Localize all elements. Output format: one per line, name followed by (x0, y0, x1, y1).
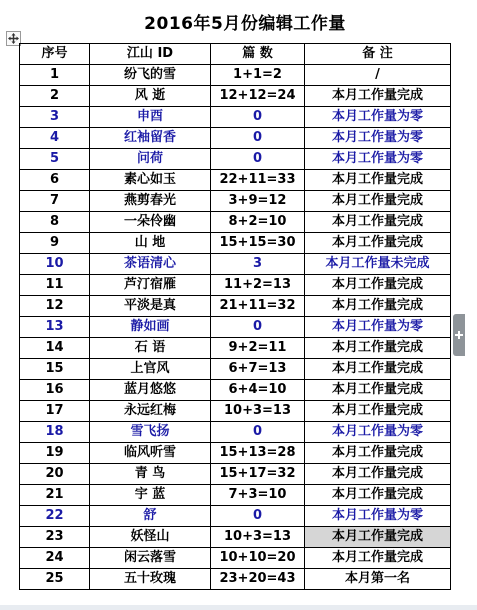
cell-count: 0 (211, 317, 305, 338)
cell-id: 燕剪春光 (90, 191, 211, 212)
header-note: 备 注 (305, 44, 451, 65)
cell-id: 申酉 (90, 107, 211, 128)
cell-id: 宇 蓝 (90, 485, 211, 506)
cell-count: 15+15=30 (211, 233, 305, 254)
cell-note: 本月工作量完成 (305, 401, 451, 422)
cell-id: 五十玫瑰 (90, 569, 211, 590)
cell-no: 19 (20, 443, 90, 464)
cell-note: 本月工作量完成 (305, 233, 451, 254)
cell-no: 20 (20, 464, 90, 485)
table-row (20, 317, 451, 338)
header-count: 篇 数 (211, 44, 305, 65)
cell-count: 21+11=32 (211, 296, 305, 317)
cell-id: 纷飞的雪 (90, 65, 211, 86)
cell-count: 22+11=33 (211, 170, 305, 191)
cell-id: 妖怪山 (90, 527, 211, 548)
cell-id: 问荷 (90, 149, 211, 170)
cell-note: 本月工作量完成 (305, 443, 451, 464)
cell-no: 25 (20, 569, 90, 590)
move-cross-icon (8, 33, 19, 44)
cell-no: 24 (20, 548, 90, 569)
bottom-strip (0, 605, 477, 610)
cell-id: 永远红梅 (90, 401, 211, 422)
cell-id: 一朵伶幽 (90, 212, 211, 233)
cell-note: 本月工作量完成 (305, 380, 451, 401)
cell-note: 本月工作量完成 (305, 86, 451, 107)
cell-note: 本月工作量完成 (305, 485, 451, 506)
cell-count: 9+2=11 (211, 338, 305, 359)
cell-count: 23+20=43 (211, 569, 305, 590)
cell-no: 14 (20, 338, 90, 359)
cell-count: 10+3=13 (211, 401, 305, 422)
cell-count: 8+2=10 (211, 212, 305, 233)
cell-count: 11+2=13 (211, 275, 305, 296)
table-row (20, 254, 451, 275)
cell-note: 本月工作量为零 (305, 422, 451, 443)
cell-no: 12 (20, 296, 90, 317)
table-row (20, 422, 451, 443)
table-row (20, 548, 451, 569)
table-row (20, 86, 451, 107)
cell-id: 静如画 (90, 317, 211, 338)
table-row (20, 380, 451, 401)
cell-count: 10+10=20 (211, 548, 305, 569)
cell-id: 舒 (90, 506, 211, 527)
cell-no: 7 (20, 191, 90, 212)
cell-note: 本月工作量完成 (305, 548, 451, 569)
page-title: 2016年5月份编辑工作量 (144, 14, 346, 34)
cell-id: 蓝月悠悠 (90, 380, 211, 401)
table-row (20, 65, 451, 86)
cell-count: 10+3=13 (211, 527, 305, 548)
table-header-row (20, 44, 451, 65)
cell-no: 6 (20, 170, 90, 191)
cell-no: 15 (20, 359, 90, 380)
cell-id: 雪飞扬 (90, 422, 211, 443)
cell-note: 本月工作量完成 (305, 338, 451, 359)
table-row (20, 464, 451, 485)
cell-no: 22 (20, 506, 90, 527)
cell-id: 闲云落雪 (90, 548, 211, 569)
cell-count: 0 (211, 149, 305, 170)
cell-id: 红袖留香 (90, 128, 211, 149)
cell-note: / (305, 65, 451, 86)
cell-note: 本月工作量完成 (305, 191, 451, 212)
cell-count: 12+12=24 (211, 86, 305, 107)
table-row (20, 212, 451, 233)
cell-count: 7+3=10 (211, 485, 305, 506)
cell-note: 本月工作量完成 (305, 464, 451, 485)
cell-note: 本月工作量完成 (305, 296, 451, 317)
cell-note: 本月工作量为零 (305, 149, 451, 170)
cell-no: 16 (20, 380, 90, 401)
cell-id: 平淡是真 (90, 296, 211, 317)
cell-note: 本月第一名 (305, 569, 451, 590)
table-row (20, 233, 451, 254)
cell-note: 本月工作量为零 (305, 506, 451, 527)
cell-id: 青 鸟 (90, 464, 211, 485)
cell-note: 本月工作量为零 (305, 317, 451, 338)
cell-note: 本月工作量完成 (305, 359, 451, 380)
table-row (20, 107, 451, 128)
cell-count: 0 (211, 107, 305, 128)
table-row (20, 191, 451, 212)
table-row (20, 527, 451, 548)
cell-count: 0 (211, 128, 305, 149)
cell-note: 本月工作量为零 (305, 107, 451, 128)
cell-note: 本月工作量完成 (305, 170, 451, 191)
cell-no: 17 (20, 401, 90, 422)
cell-id: 上官风 (90, 359, 211, 380)
cell-note: 本月工作量完成 (305, 527, 451, 548)
table-row (20, 128, 451, 149)
cell-no: 21 (20, 485, 90, 506)
side-expand-handle[interactable] (453, 314, 465, 356)
cell-id: 芦汀宿雁 (90, 275, 211, 296)
cell-note: 本月工作量未完成 (305, 254, 451, 275)
cell-id: 石 语 (90, 338, 211, 359)
workload-table (19, 43, 451, 590)
cell-count: 6+4=10 (211, 380, 305, 401)
cell-no: 9 (20, 233, 90, 254)
cell-no: 18 (20, 422, 90, 443)
cell-count: 3 (211, 254, 305, 275)
cell-id: 临风听雪 (90, 443, 211, 464)
table-row (20, 338, 451, 359)
cell-note: 本月工作量完成 (305, 212, 451, 233)
cell-note: 本月工作量完成 (305, 275, 451, 296)
cell-no: 2 (20, 86, 90, 107)
cell-no: 23 (20, 527, 90, 548)
cell-id: 素心如玉 (90, 170, 211, 191)
table-row (20, 170, 451, 191)
table-row (20, 149, 451, 170)
table-row (20, 296, 451, 317)
cell-count: 15+13=28 (211, 443, 305, 464)
plus-icon (455, 331, 463, 339)
header-id: 江山 ID (90, 44, 211, 65)
header-no: 序号 (20, 44, 90, 65)
cell-no: 5 (20, 149, 90, 170)
cell-no: 1 (20, 65, 90, 86)
table-row (20, 359, 451, 380)
cell-no: 13 (20, 317, 90, 338)
table-row (20, 401, 451, 422)
table-row (20, 569, 451, 590)
cell-no: 3 (20, 107, 90, 128)
cell-count: 0 (211, 506, 305, 527)
table-row (20, 443, 451, 464)
table-row (20, 275, 451, 296)
cell-no: 11 (20, 275, 90, 296)
cell-no: 8 (20, 212, 90, 233)
cell-note: 本月工作量为零 (305, 128, 451, 149)
cell-id: 风 逝 (90, 86, 211, 107)
cell-count: 0 (211, 422, 305, 443)
cell-no: 10 (20, 254, 90, 275)
cell-id: 山 地 (90, 233, 211, 254)
cell-count: 1+1=2 (211, 65, 305, 86)
cell-count: 3+9=12 (211, 191, 305, 212)
cell-count: 6+7=13 (211, 359, 305, 380)
table-row (20, 506, 451, 527)
table-row (20, 485, 451, 506)
cell-no: 4 (20, 128, 90, 149)
cell-id: 茶语清心 (90, 254, 211, 275)
cell-count: 15+17=32 (211, 464, 305, 485)
